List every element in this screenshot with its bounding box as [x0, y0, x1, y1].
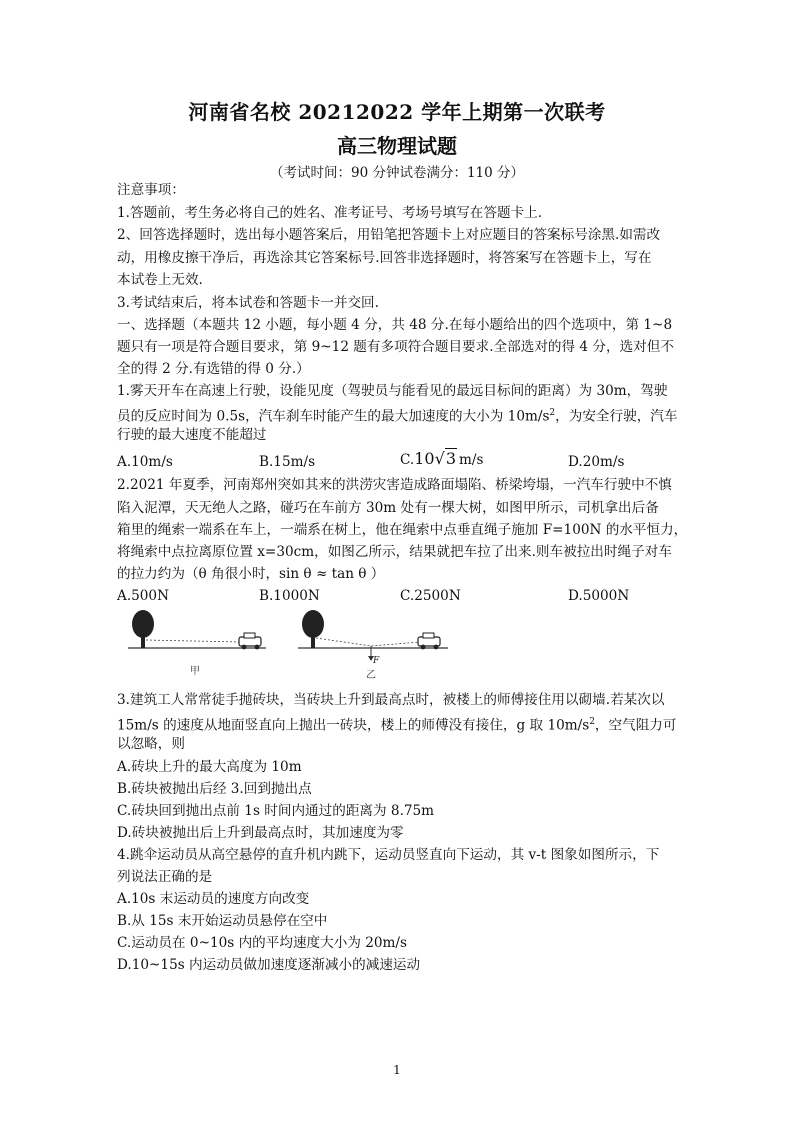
exam-subtitle: 高三物理试题	[337, 134, 457, 158]
q3-option-b: B.砖块被抛出后经 3.回到抛出点	[117, 781, 312, 797]
q3-line-2-sup: 2	[589, 717, 595, 727]
q2-figure	[126, 606, 456, 686]
q4-option-c: C.运动员在 0~10s 内的平均速度大小为 20m/s	[117, 935, 407, 951]
q4-option-b: B.从 15s 末开始运动员悬停在空中	[117, 913, 328, 929]
q1-line-2-text-end: ，为安全行驶，汽车	[555, 408, 678, 425]
note-2-line-3: 本试卷上无效.	[117, 272, 203, 288]
tree-icon-right	[302, 610, 324, 648]
note-2-line-1: 2、回答选择题时，选出每小题答案后，用铅笔把答题卡上对应题目的答案标号涂黑.如需改	[117, 227, 661, 243]
q3-option-d: D.砖块被抛出后上升到最高点时，其加速度为零	[117, 825, 404, 841]
q1-option-b: B.15m/s	[259, 454, 316, 470]
q4-option-d: D.10~15s 内运动员做加速度逐渐减小的减速运动	[117, 957, 421, 973]
q1-line-2-text: 员的反应时间为 0.5s，汽车刹车时能产生的最大加速度的大小为 10m/s	[117, 408, 550, 425]
q2-line-2: 陷入泥潭，天无绝人之路，碰巧在车前方 30m 处有一棵大树，如图甲所示，司机拿出后备	[117, 500, 659, 516]
q3-line-3: 以忽略，则	[117, 736, 185, 752]
note-3: 3.考试结束后，将本试卷和答题卡一并交回.	[117, 295, 379, 311]
q1-option-d: D.20m/s	[568, 454, 625, 470]
page-number: 1	[393, 1063, 401, 1077]
figure-label-right: 乙	[366, 670, 376, 681]
notes-heading: 注意事项：	[117, 182, 185, 198]
q2-line-5: 的拉力约为（θ 角很小时，sin θ ≈ tan θ ）	[117, 566, 385, 582]
figure-label-left: 甲	[190, 666, 200, 677]
q3-option-c: C.砖块回到抛出点前 1s 时间内通过的距离为 8.75m	[117, 803, 435, 819]
q3-line-1: 3.建筑工人常常徒手抛砖块，当砖块上升到最高点时，被楼上的师傅接住用以砌墙.若某次以	[117, 692, 665, 708]
sqrt-icon: √	[434, 449, 445, 468]
q2-line-1: 2.2021 年夏季，河南郑州突如其来的洪涝灾害造成路面塌陷、桥梁垮塌，一汽车行驶中不慎	[117, 477, 672, 493]
q4-option-a: A.10s 末运动员的速度方向改变	[117, 891, 310, 907]
q3-line-2-text: 15m/s 的速度从地面竖直向上抛出一砖块，楼上的师傅没有接住，g 取 10m/s	[117, 717, 590, 734]
q2-option-a: A.500N	[117, 588, 169, 604]
q1-option-c-number: 10	[414, 449, 435, 468]
exam-info: （考试时间：90 分钟试卷满分：110 分）	[269, 165, 525, 181]
q1-line-2-sup: 2	[549, 408, 556, 418]
q2-option-c: C.2500N	[400, 588, 461, 604]
car-icon	[239, 633, 261, 649]
force-label: F	[373, 656, 380, 666]
q2-option-b: B.1000N	[259, 588, 320, 604]
note-1: 1.答题前，考生务必将自己的姓名、准考证号、考场号填写在答题卡上.	[117, 205, 543, 221]
q1-line-1: 1.雾天开车在高速上行驶，设能见度（驾驶员与能看见的最远目标间的距离）为 30m，驾驶	[117, 383, 668, 399]
q3-line-2-text-end: ，空气阻力可	[594, 717, 677, 734]
q4-line-1: 4.跳伞运动员从高空悬停的直升机内跳下，运动员竖直向下运动，其 v-t 图象如图所示，下	[117, 847, 660, 863]
section-line-1: 一、选择题（本题共 12 小题，每小题 4 分，共 48 分.在每小题给出的四个选项中，第 1~8	[117, 317, 673, 333]
bent-rope-line	[316, 638, 420, 646]
q1-option-a: A.10m/s	[117, 454, 173, 470]
section-line-2: 题只有一项是符合题目要求，第 9~12 题有多项符合题目要求.全部选对的得 4 分，选对但不	[117, 339, 674, 355]
q1-option-c-prefix: C.	[400, 452, 415, 468]
q3-line-2	[117, 712, 676, 736]
q1-option-c-radicand: 3	[445, 449, 456, 468]
figure-right	[298, 610, 448, 681]
car-icon-right	[418, 633, 440, 649]
q2-line-4: 将绳索中点拉离原位置 x=30cm，如图乙所示，结果就把车拉了出来.则车被拉出时绳子对车	[117, 544, 672, 560]
rope-line	[146, 640, 240, 642]
q1-option-c-unit: m/s	[459, 452, 484, 468]
q2-line-3: 箱里的绳索一端系在车上，一端系在树上，他在绳索中点垂直绳子施加 F=100N 的水平恒力，	[117, 522, 688, 538]
q1-line-3: 行驶的最大速度不能超过	[117, 427, 267, 443]
section-line-3: 全的得 2 分.有选错的得 0 分.）	[117, 361, 310, 377]
tree-icon	[132, 610, 154, 648]
q1-line-2	[117, 403, 678, 427]
exam-title: 河南省名校 20212022 学年上期第一次联考	[188, 100, 606, 124]
figure-left	[128, 610, 266, 677]
q3-option-a: A.砖块上升的最大高度为 10m	[117, 759, 302, 775]
q2-option-d: D.5000N	[568, 588, 630, 604]
note-2-line-2: 动，用橡皮擦干净后，再选涂其它答案标号.回答非选择题时，将答案写在答题卡上，写在	[117, 250, 652, 266]
q1-option-c	[400, 449, 483, 470]
q4-line-2: 列说法正确的是	[117, 869, 213, 885]
